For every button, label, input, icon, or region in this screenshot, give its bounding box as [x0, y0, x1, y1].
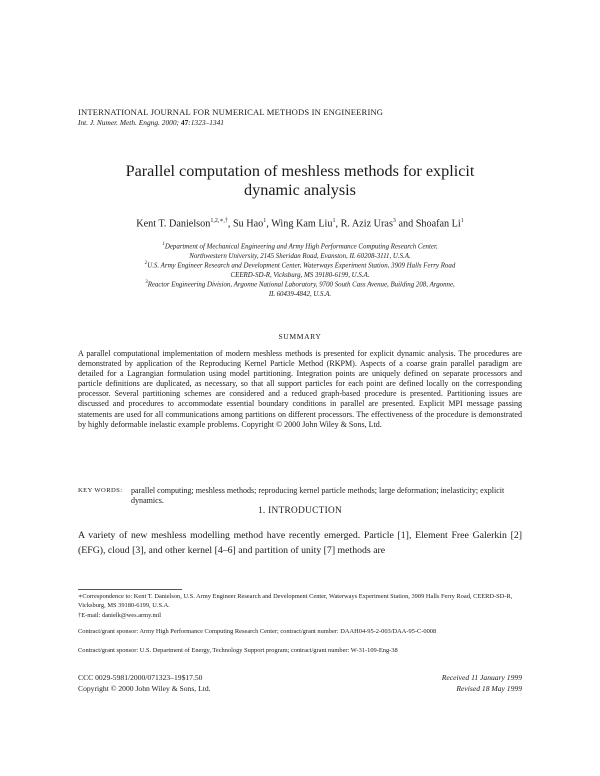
author-mark: 1: [460, 218, 464, 224]
author-mark: 1,2,∗,†: [210, 218, 228, 224]
author-name: Su Hao: [233, 218, 264, 230]
journal-name: INTERNATIONAL JOURNAL FOR NUMERICAL METHODS IN ENGINEERING: [78, 107, 384, 117]
affiliation-line: Northwestern University, 2145 Sheridan Road, Evanston, IL 60208-3111, U.S.A.: [189, 252, 411, 260]
affiliation-line: U.S. Army Engineer Research and Development Center, Waterways Experiment Station, 3909 Halls Ferry Road: [147, 262, 456, 270]
author-name: Wing Kam Liu: [271, 218, 333, 230]
summary-text: A parallel computational implementation of modern meshless methods is presented for explicit dynamic analysis. The procedures are demonstrated by application of the Reproducing Kernel Particle Method (RKPM). Aspects of a coarse grain parallel paradigm are detailed for a Lagrangian formulation using model partitioning. Integration points are uniquely defined on separate processors and particle definitions are duplicated, as necessary, so that all support particles for each point are defined locally on the corresponding processor. Several partitioning schemes are considered and a reduced graph-based procedure is presented. Partitioning issues are discussed and procedures to accommodate essential boundary conditions in parallel are presented. Explicit MPI message passing statements are used for all communications among partitions on different processors. The effectiveness of the procedure is demonstrated by highly deformable inelastic example problems. Copyright © 2000 John Wiley & Sons, Ltd.: [78, 349, 522, 429]
paper-title: [60, 162, 540, 200]
title-line-1: Parallel computation of meshless methods for explicit: [125, 162, 475, 180]
keywords-text: parallel computing; meshless methods; reproducing kernel particle methods; large deformation; inelasticity; explicit dynamics.: [131, 486, 505, 506]
affiliation-number: 2: [144, 261, 148, 266]
affiliation-line: IL 60439-4842, U.S.A.: [268, 290, 332, 298]
affiliation-number: 1: [162, 242, 165, 247]
footnote-sponsor-2: Contract/grant sponsor: U.S. Department of Energy, Technology Support program; contract/grant number: W-31-109-Eng-38: [78, 647, 398, 654]
footnote-sponsor-1: Contract/grant sponsor: Army High Performance Computing Research Center; contract/grant number: DAAH04-95-2-003/DAA-95-C-0008: [78, 628, 437, 635]
ccc-code: CCC 0029-5981/2000/071323–19$17.50: [78, 673, 203, 682]
affiliation-3: [80, 278, 520, 299]
affiliation-line: Department of Mechanical Engineering and Army High Performance Computing Research Center,: [164, 243, 438, 251]
citation-volume: 47: [180, 118, 189, 127]
revised-date: Revised 18 May 1999: [456, 684, 522, 693]
affiliation-line: CEERD-SD-R, Vicksburg, MS 39180-6199, U.S.A.: [230, 271, 370, 279]
author-name: Kent T. Danielson: [136, 218, 211, 230]
author-separator: ,: [335, 218, 341, 230]
introduction-heading: 1. INTRODUCTION: [257, 506, 343, 516]
author-separator: ,: [266, 218, 272, 230]
author-list: [40, 217, 560, 229]
author-name: Shoafan Li: [415, 218, 461, 230]
summary-heading: SUMMARY: [278, 332, 322, 341]
copyright-line: Copyright © 2000 John Wiley & Sons, Ltd.: [78, 684, 211, 693]
affiliation-line: Reactor Engineering Division, Argonne National Laboratory, 9700 South Cass Avenue, Building 208, Argonne,: [147, 281, 455, 289]
author-separator: and: [395, 218, 416, 230]
citation-pages: :1323–1341: [188, 118, 224, 127]
journal-citation: [78, 118, 224, 127]
title-line-2: dynamic analysis: [244, 181, 356, 199]
keywords-label: KEY WORDS:: [78, 487, 123, 494]
author-name: R. Aziz Uras: [340, 218, 393, 230]
author-mark: 3: [392, 218, 396, 224]
affiliation-number: 3: [145, 280, 148, 285]
footnote-email: †E-mail: danielk@wes.army.mil: [78, 612, 162, 619]
author-separator: ,: [227, 218, 233, 230]
citation-year: 2000;: [161, 118, 180, 127]
introduction-text: A variety of new meshless modelling method have recently emerged. Particle [1], Element Free Galerkin [2] (EFG), cloud [3], and other kernel [4–6] and partition of unity [7] methods are: [78, 530, 522, 556]
footnote-rule: [78, 589, 182, 590]
received-date: Received 11 January 1999: [441, 673, 522, 682]
author-mark: 1: [332, 218, 336, 224]
author-mark: 1: [263, 218, 267, 224]
citation-prefix: Int. J. Numer. Meth. Engng.: [78, 118, 160, 127]
footnote-correspondence: ∗Correspondence to: Kent T. Danielson, U.S. Army Engineer Research and Development Center, Waterways Experiment Station, 3909 Halls Ferry Road, CEERD-SD-R, Vicksburg, MS 39180-6199, U.S.A.: [78, 593, 513, 609]
